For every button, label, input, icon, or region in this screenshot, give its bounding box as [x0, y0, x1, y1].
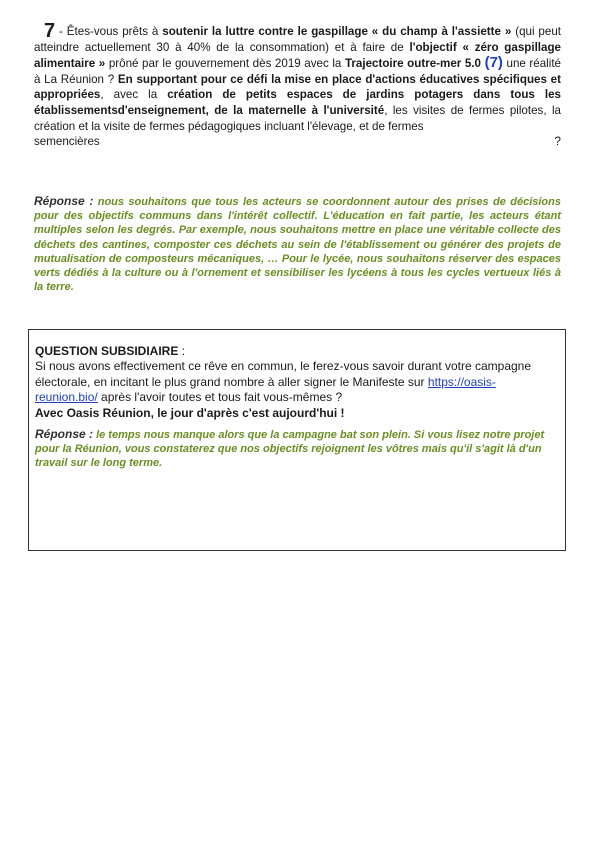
subsidiary-answer	[35, 427, 545, 471]
question-bold-2: l'objectif « zéro gaspillage alimentaire »	[34, 40, 562, 71]
question-text-2: (qui peut atteindre actuellement 30 à 40% de la consommation) et à faire de	[34, 25, 561, 54]
question-7	[34, 20, 562, 150]
subsidiary-answer-text: le temps nous manque alors que la campagne bat son plein. Si vous lisez notre projet pour la Réunion, vous constaterez que nos objectifs rejoignent les vôtres mais qu'il s'agit là d'un travail sur le long terme.	[35, 429, 545, 470]
question-text-6: , les visites de fermes pilotes, la création et la visite de fermes pédagogiques incluant l'élevage, et de fermes	[34, 103, 561, 133]
answer-text: nous souhaitons que tous les acteurs se coordonnent autour des prises de décisions pour des objectifs communs dans l'intérêt collectif. L'éducation en fait partie, les acteurs étant multiples selon les degrés. Par exemple, nous souhaitons mettre en place une véritable collecte des déchets des cantines, composter ces déchets au sein de l'établissement ou générer des projets de mutualisation de composteurs mécaniques, … Pour le lycée, nous souhaitons réserver des espaces verts dédiés à la culture ou à l'ornement et sensibiliser les lycéens à tous les cycles vertueux liés à la terre.	[34, 196, 561, 294]
question-bold-1: soutenir la luttre contre le gaspillage « du champ à l'assiette »	[162, 25, 512, 38]
manifesto-link[interactable]: https://oasis-reunion.bio/	[35, 374, 496, 405]
subsidiary-answer-label: Réponse :	[35, 427, 94, 442]
answer-7	[34, 194, 561, 294]
subsidiary-slogan: Avec Oasis Réunion, le jour d'après c'est aujourd'hui !	[35, 405, 345, 420]
footnote-reference: (7)	[484, 54, 503, 72]
subsidiary-content	[35, 344, 545, 471]
subsidiary-question-box	[28, 329, 566, 551]
question-mark: ?	[554, 135, 561, 149]
subsidiary-heading	[35, 344, 545, 359]
answer-label: Réponse :	[34, 194, 94, 208]
question-text-5: , avec la	[100, 88, 168, 102]
subsidiary-colon: :	[178, 344, 186, 358]
subsidiary-text-2: après l'avoir toutes et tous fait vous-mêmes ?	[97, 390, 343, 405]
question-text-1: Êtes-vous prêts à	[66, 25, 163, 38]
question-bold-4: En supportant pour ce défi la mise en place d'actions éducatives spécifiques et appropriées	[34, 72, 561, 102]
question-bold-3: Trajectoire outre-mer 5.0	[344, 57, 481, 71]
subsidiary-text-1: Si nous avons effectivement ce rêve en commun, le ferez-vous savoir durant votre campagne électorale, en incitant le plus grand nombre à aller signer le Manifeste sur	[35, 359, 532, 389]
question-text-7: semencières	[34, 135, 100, 149]
subsidiary-question	[35, 359, 545, 405]
question-text-4: une réalité à La Réunion ?	[34, 57, 561, 86]
question-last-line	[34, 134, 561, 150]
question-dash: -	[59, 25, 67, 38]
subsidiary-title: QUESTION SUBSIDIAIRE	[35, 344, 179, 358]
question-number: 7	[44, 20, 56, 42]
question-text-3: prôné par le gouvernement dès 2019 avec la	[105, 57, 345, 71]
question-bold-5: création de petits espaces de jardins potagers dans tous les établissementsd'enseignement, de la maternelle à l'université	[34, 88, 561, 117]
